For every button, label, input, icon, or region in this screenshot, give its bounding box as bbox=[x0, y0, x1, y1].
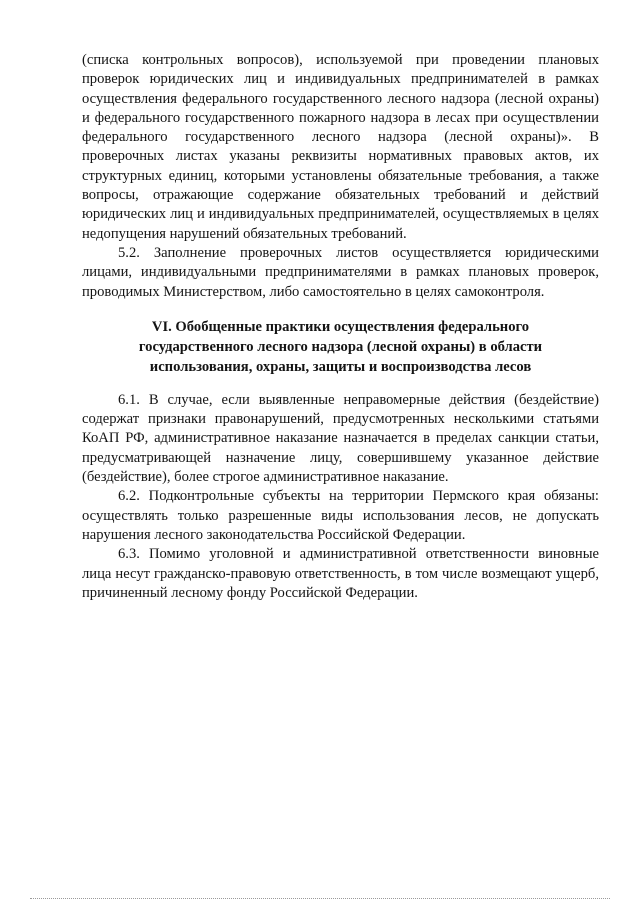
section-heading-line: использования, охраны, защиты и воспроизводства лесов bbox=[149, 358, 532, 375]
paragraph-6-2: 6.2. Подконтрольные субъекты на территории Пермского края обязаны: осуществлять только разрешенные виды использования лесов, не допускать нарушения лесного законодательства Российской Федерации. bbox=[82, 488, 599, 543]
paragraph-5-2: 5.2. Заполнение проверочных листов осуществляется юридическими лицами, индивидуальными предпринимателями в рамках плановых проверок, проводимых Министерством, либо самостоятельно в целях самоконтроля. bbox=[82, 244, 599, 300]
section-heading-vi bbox=[82, 317, 599, 377]
section-heading-line: VI. Обобщенные практики осуществления федерального bbox=[151, 318, 530, 335]
document-page bbox=[82, 51, 599, 603]
paragraph-6-3: 6.3. Помимо уголовной и административной ответственности виновные лица несут гражданско-правовую ответственность, в том числе возмещают ущерб, причиненный лесному фонду Российской Федерации. bbox=[82, 546, 599, 601]
scan-edge-line bbox=[30, 898, 610, 900]
paragraph-checklist-continuation: (списка контрольных вопросов), используемой при проведении плановых проверок юридических лиц и индивидуальных предпринимателей в рамках осуществления федерального государственного лесного надзора (лесной охраны) и федерального государственного пожарного надзора в лесах при осуществлении федерального государственного лесного надзора (лесной охраны)». В проверочных листах указаны реквизиты нормативных правовых актов, их структурных единиц, которыми установлены обязательные требования, а также вопросы, отражающие содержание обязательных требований и действий юридических лиц и индивидуальных предпринимателей, осуществляемых в целях недопущения нарушений обязательных требований. bbox=[82, 52, 599, 242]
section-heading-line: государственного лесного надзора (лесной охраны) в области bbox=[138, 338, 543, 355]
paragraph-6-1: 6.1. В случае, если выявленные неправомерные действия (бездействие) содержат признаки правонарушений, предусмотренных несколькими статьями КоАП РФ, административное наказание назначается в пределах санкции статьи, предусматривающей назначение лицу, совершившему указанное действие (бездействие), более строгое административное наказание. bbox=[82, 391, 599, 486]
